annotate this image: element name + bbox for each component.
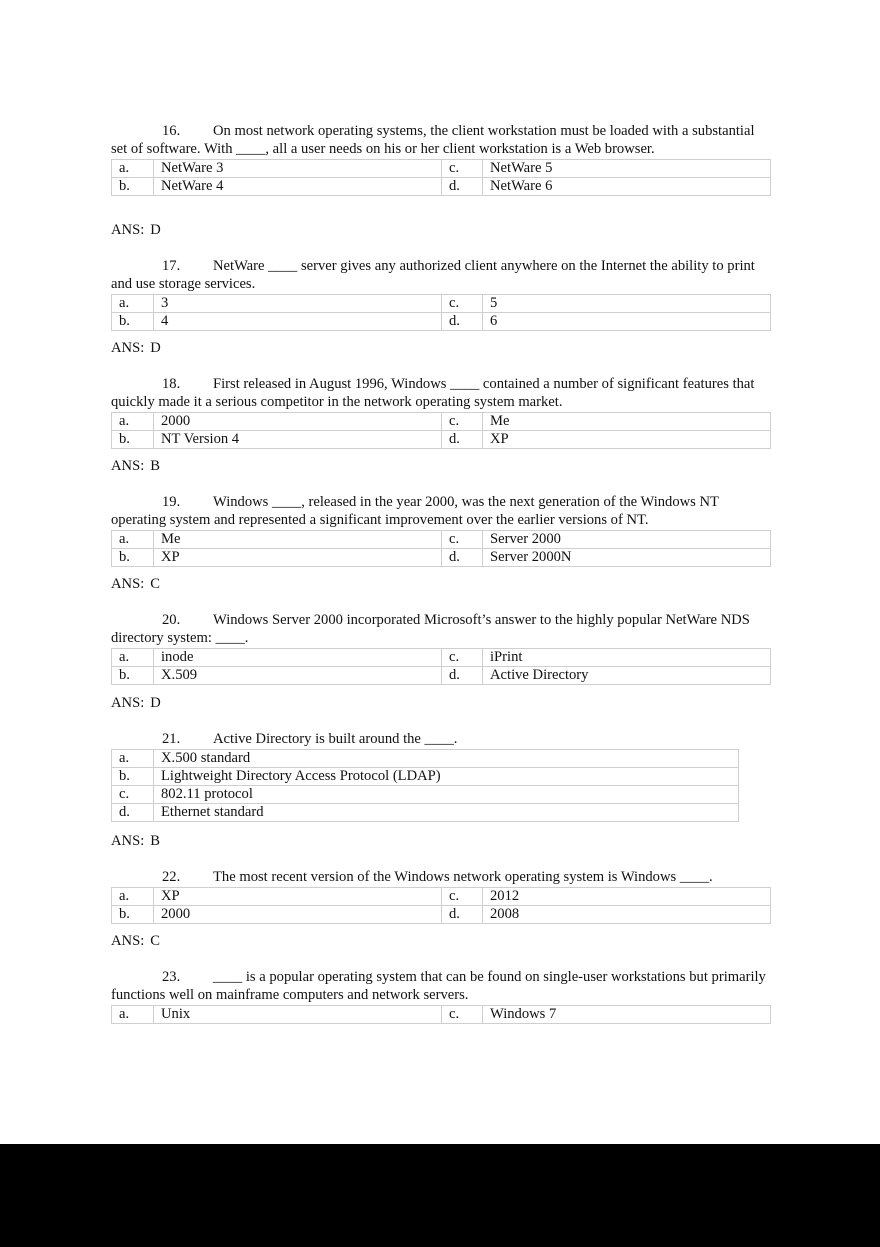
answer-19: ANS: C — [111, 576, 160, 592]
question-stem: 20. Windows Server 2000 incorporated Microsoft’s answer to the highly popular NetWare NDS directory system: ____. — [111, 612, 750, 646]
option-letter: c. — [442, 295, 483, 313]
option-text: Ethernet standard — [154, 804, 739, 822]
question-18 — [111, 375, 771, 449]
option-letter: a. — [112, 750, 154, 768]
option-text: NT Version 4 — [154, 431, 442, 449]
option-letter: b. — [112, 667, 154, 685]
options-table — [111, 530, 771, 567]
question-number: 17. — [162, 258, 181, 274]
option-letter: a. — [112, 413, 154, 431]
answer-value: B — [150, 833, 160, 849]
options-row — [112, 295, 771, 313]
option-letter: b. — [112, 549, 154, 567]
option-letter: a. — [112, 160, 154, 178]
answer-21: ANS: B — [111, 833, 160, 849]
question-stem: 19. Windows ____, released in the year 2000, was the next generation of the Windows NT operating system and represented a significant improvement over the earlier versions of NT. — [111, 494, 719, 528]
question-16 — [111, 122, 771, 196]
options-table — [111, 159, 771, 196]
option-text: Me — [154, 531, 442, 549]
option-text: 2008 — [483, 906, 771, 924]
option-letter: c. — [112, 786, 154, 804]
answer-value: C — [150, 576, 160, 592]
question-stem: 17. NetWare ____ server gives any authorized client anywhere on the Internet the ability to print and use storage services. — [111, 258, 755, 292]
options-row — [112, 431, 771, 449]
options-row — [112, 768, 739, 786]
option-letter: b. — [112, 313, 154, 331]
options-row — [112, 531, 771, 549]
answer-value: D — [150, 222, 161, 238]
options-table — [111, 749, 739, 822]
option-text: inode — [154, 649, 442, 667]
question-number: 20. — [162, 612, 181, 628]
option-letter: d. — [112, 804, 154, 822]
option-letter: c. — [442, 888, 483, 906]
answer-18: ANS: B — [111, 458, 160, 474]
option-text: NetWare 5 — [483, 160, 771, 178]
options-row — [112, 888, 771, 906]
question-number: 23. — [162, 969, 181, 985]
option-text: 3 — [154, 295, 442, 313]
question-number: 19. — [162, 494, 181, 510]
question-19 — [111, 493, 771, 567]
question-23 — [111, 968, 771, 1024]
option-text: NetWare 6 — [483, 178, 771, 196]
options-row — [112, 667, 771, 685]
question-number: 16. — [162, 123, 181, 139]
options-table — [111, 887, 771, 924]
question-20 — [111, 611, 771, 685]
options-table — [111, 412, 771, 449]
options-table — [111, 294, 771, 331]
options-row — [112, 906, 771, 924]
options-row — [112, 804, 739, 822]
answer-22: ANS: C — [111, 933, 160, 949]
options-row — [112, 413, 771, 431]
answer-value: D — [150, 695, 161, 711]
options-table — [111, 1005, 771, 1024]
option-text: NetWare 4 — [154, 178, 442, 196]
options-row — [112, 160, 771, 178]
options-row — [112, 313, 771, 331]
option-letter: c. — [442, 160, 483, 178]
option-text: Me — [483, 413, 771, 431]
options-table — [111, 648, 771, 685]
option-letter: b. — [112, 431, 154, 449]
answer-value: C — [150, 933, 160, 949]
option-letter: a. — [112, 649, 154, 667]
option-letter: a. — [112, 1006, 154, 1024]
options-row — [112, 178, 771, 196]
option-letter: d. — [442, 667, 483, 685]
question-17 — [111, 257, 771, 331]
option-text: 802.11 protocol — [154, 786, 739, 804]
answer-value: D — [150, 340, 161, 356]
option-letter: d. — [442, 549, 483, 567]
question-stem: 18. First released in August 1996, Windows ____ contained a number of significant features that quickly made it a serious competitor in the network operating system market. — [111, 376, 755, 410]
option-text: NetWare 3 — [154, 160, 442, 178]
option-letter: d. — [442, 906, 483, 924]
options-row — [112, 750, 739, 768]
option-letter: a. — [112, 888, 154, 906]
option-text: X.509 — [154, 667, 442, 685]
option-letter: b. — [112, 178, 154, 196]
option-text: 5 — [483, 295, 771, 313]
option-letter: d. — [442, 431, 483, 449]
answer-16: ANS: D — [111, 222, 161, 238]
options-row — [112, 1006, 771, 1024]
answer-value: B — [150, 458, 160, 474]
answer-20: ANS: D — [111, 695, 161, 711]
option-text: iPrint — [483, 649, 771, 667]
options-row — [112, 786, 739, 804]
option-letter: b. — [112, 906, 154, 924]
option-letter: c. — [442, 531, 483, 549]
question-stem: 22. The most recent version of the Windows network operating system is Windows ____. — [111, 868, 771, 886]
option-text: XP — [154, 888, 442, 906]
option-letter: d. — [442, 178, 483, 196]
option-text: 4 — [154, 313, 442, 331]
option-text: Active Directory — [483, 667, 771, 685]
question-number: 18. — [162, 376, 181, 392]
option-letter: a. — [112, 295, 154, 313]
option-text: 2000 — [154, 413, 442, 431]
question-stem: 21. Active Directory is built around the ____. — [111, 730, 771, 748]
option-text: 6 — [483, 313, 771, 331]
option-text: Lightweight Directory Access Protocol (LDAP) — [154, 768, 739, 786]
question-number: 22. — [162, 869, 181, 885]
question-stem: 16. On most network operating systems, the client workstation must be loaded with a substantial set of software. With ____, all a user needs on his or her client workstation is a Web browser. — [111, 123, 755, 157]
question-stem: 23. ____ is a popular operating system that can be found on single-user workstations but primarily functions well on mainframe computers and network servers. — [111, 969, 766, 1003]
option-text: Server 2000N — [483, 549, 771, 567]
option-text: X.500 standard — [154, 750, 739, 768]
question-22 — [111, 868, 771, 924]
option-letter: c. — [442, 1006, 483, 1024]
option-text: Windows 7 — [483, 1006, 771, 1024]
question-21 — [111, 730, 771, 822]
option-letter: d. — [442, 313, 483, 331]
option-letter: c. — [442, 649, 483, 667]
option-letter: b. — [112, 768, 154, 786]
option-text: Unix — [154, 1006, 442, 1024]
option-text: 2000 — [154, 906, 442, 924]
option-letter: c. — [442, 413, 483, 431]
answer-17: ANS: D — [111, 340, 161, 356]
options-row — [112, 649, 771, 667]
option-text: 2012 — [483, 888, 771, 906]
option-text: XP — [483, 431, 771, 449]
option-text: XP — [154, 549, 442, 567]
option-text: Server 2000 — [483, 531, 771, 549]
options-row — [112, 549, 771, 567]
option-letter: a. — [112, 531, 154, 549]
question-number: 21. — [162, 731, 181, 747]
